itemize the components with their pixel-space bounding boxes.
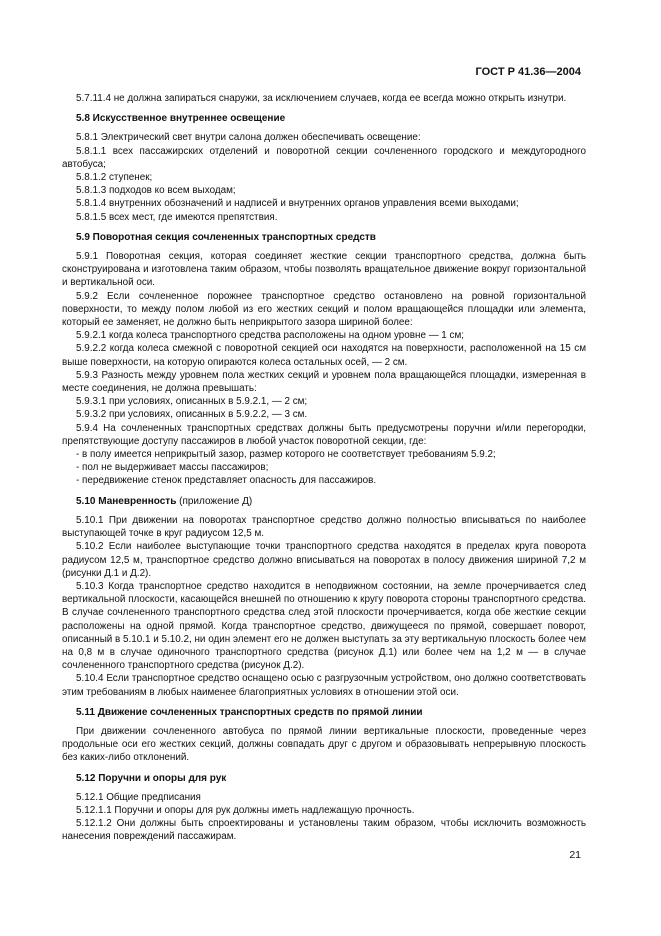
paragraph: 5.9.3.2 при условиях, описанных в 5.9.2.2, — 3 см. bbox=[76, 409, 308, 421]
paragraph: 5.12.1 Общие предписания bbox=[76, 791, 201, 803]
list-item: - в полу имеется неприкрытый зазор, размер которого не соответствует требованиям 5.9.2; bbox=[76, 449, 496, 461]
paragraph: 5.9.4 На сочлененных транспортных средствах должны быть предусмотрены поручни и/или перегородки, препятствующие доступу пассажиров в любой участок поворотной секции, где: bbox=[62, 422, 586, 447]
paragraph: 5.8.1.2 ступенек; bbox=[76, 172, 153, 184]
paragraph: 5.12.1.2 Они должны быть спроектированы и установлены таким образом, чтобы исключить возможность нанесения повреждений пассажирам. bbox=[62, 818, 586, 843]
paragraph: 5.9.2.2 когда колеса смежной с поворотной секцией оси находятся на поверхности, расположенной на 15 см выше поверхности, на которую опираются колеса остальных осей, — 2 см. bbox=[62, 343, 586, 368]
paragraph: 5.9.3 Разность между уровнем пола жестких секций и уровнем пола вращающейся площадки, измеренная в месте соединения, не должна превышать: bbox=[62, 369, 586, 395]
paragraph: 5.8.1.1 всех пассажирских отделений и поворотной секции сочлененного городского и междугородного автобуса; bbox=[62, 145, 586, 170]
list-item: - передвижение стенок представляет опасность для пассажиров. bbox=[76, 475, 377, 487]
document-header: ГОСТ Р 41.36—2004 bbox=[475, 66, 581, 78]
paragraph: 5.8.1.4 внутренних обозначений и надписей и внутренних органов управления всеми выходами; bbox=[76, 198, 519, 210]
paragraph: 5.9.2.1 когда колеса транспортного средства расположены на одном уровне — 1 см; bbox=[76, 330, 465, 342]
paragraph: 5.9.3.1 при условиях, описанных в 5.9.2.1, — 2 см; bbox=[76, 396, 308, 408]
paragraph: 5.10.1 При движении на поворотах транспортное средство должно полностью вписываться по наиболее выступающей точке в круг радиусом 12,5 м. bbox=[62, 514, 586, 540]
paragraph: 5.12.1.1 Поручни и опоры для рук должны иметь надлежащую прочность. bbox=[76, 804, 415, 816]
paragraph: 5.9.1 Поворотная секция, которая соединяет жесткие секции транспортного средства, должна быть сконструирована и изготовлена таким образом, чтобы позволять вращательное движение вокруг горизонтальной и вертикальной оси. bbox=[62, 251, 586, 289]
paragraph: 5.9.2 Если сочлененное порожнее транспортное средство остановлено на ровной горизонтальной поверхности, то между полом любой из его жестких секций и полом вращающейся площадки или элемента, который ее заменяет, не должно быть неприкрытого зазора шириной более: bbox=[62, 290, 586, 329]
paragraph: 5.8.1.3 подходов ко всем выходам; bbox=[76, 185, 236, 197]
paragraph: 5.8.1 Электрический свет внутри салона должен обеспечивать освещение: bbox=[76, 132, 421, 144]
section-heading-title: 5.10 Маневренность bbox=[76, 495, 177, 507]
section-heading: 5.12 Поручни и опоры для рук bbox=[76, 772, 227, 784]
list-item: - пол не выдерживает массы пассажиров; bbox=[76, 462, 269, 474]
section-heading: 5.8 Искусственное внутреннее освещение bbox=[76, 113, 286, 125]
section-heading: 5.9 Поворотная секция сочлененных транспортных средств bbox=[76, 231, 376, 243]
section-heading: 5.11 Движение сочлененных транспортных средств по прямой линии bbox=[76, 706, 423, 718]
document-body bbox=[62, 92, 586, 844]
paragraph: 5.8.1.5 всех мест, где имеются препятствия. bbox=[76, 211, 278, 223]
paragraph: 5.10.4 Если транспортное средство оснащено осью с разгрузочным устройством, оно должно соответствовать этим требованиям в любых наименее благоприятных условиях в отношении этой оси. bbox=[62, 673, 586, 698]
section-heading bbox=[76, 495, 586, 508]
page-number: 21 bbox=[569, 849, 581, 861]
paragraph: 5.10.3 Когда транспортное средство находится в неподвижном состоянии, на земле прочерчивается след вертикальной плоскости, касающейся внешней по отношению к кругу поворота стороны транспортного средства. В случае сочлененного транспортного средства след этой плоскости прочерчивается, когда обе жесткие секции расположены на одной прямой. Когда транспортное средство, движущееся по прямой, совершает поворот, описанный в 5.10.1 и 5.10.2, ни один элемент его не должен выступать за эту вертикальную плоскость более чем на 0,8 м в случае одиночного транспортного средства (рисунок Д.1) или более чем на 1,2 м — в случае сочлененного транспортного средства (рисунок Д.2). bbox=[62, 580, 586, 672]
paragraph: 5.7.11.4 не должна запираться снаружи, за исключением случаев, когда ее всегда можно открыть изнутри. bbox=[76, 93, 567, 104]
section-heading-note: (приложение Д) bbox=[176, 495, 253, 507]
paragraph: При движении сочлененного автобуса по прямой линии вертикальные плоскости, проведенные через продольные оси его жестких секций, должны совпадать друг с другом и образовывать непрерывную плоскость без каких-либо отклонений. bbox=[62, 725, 586, 764]
paragraph: 5.10.2 Если наиболее выступающие точки транспортного средства находятся в пределах круга поворота радиусом 12,5 м, транспортное средство должно вписываться на поворотах в полосу движения шириной 7,2 м (рисунки Д.1 и Д.2). bbox=[62, 541, 586, 579]
